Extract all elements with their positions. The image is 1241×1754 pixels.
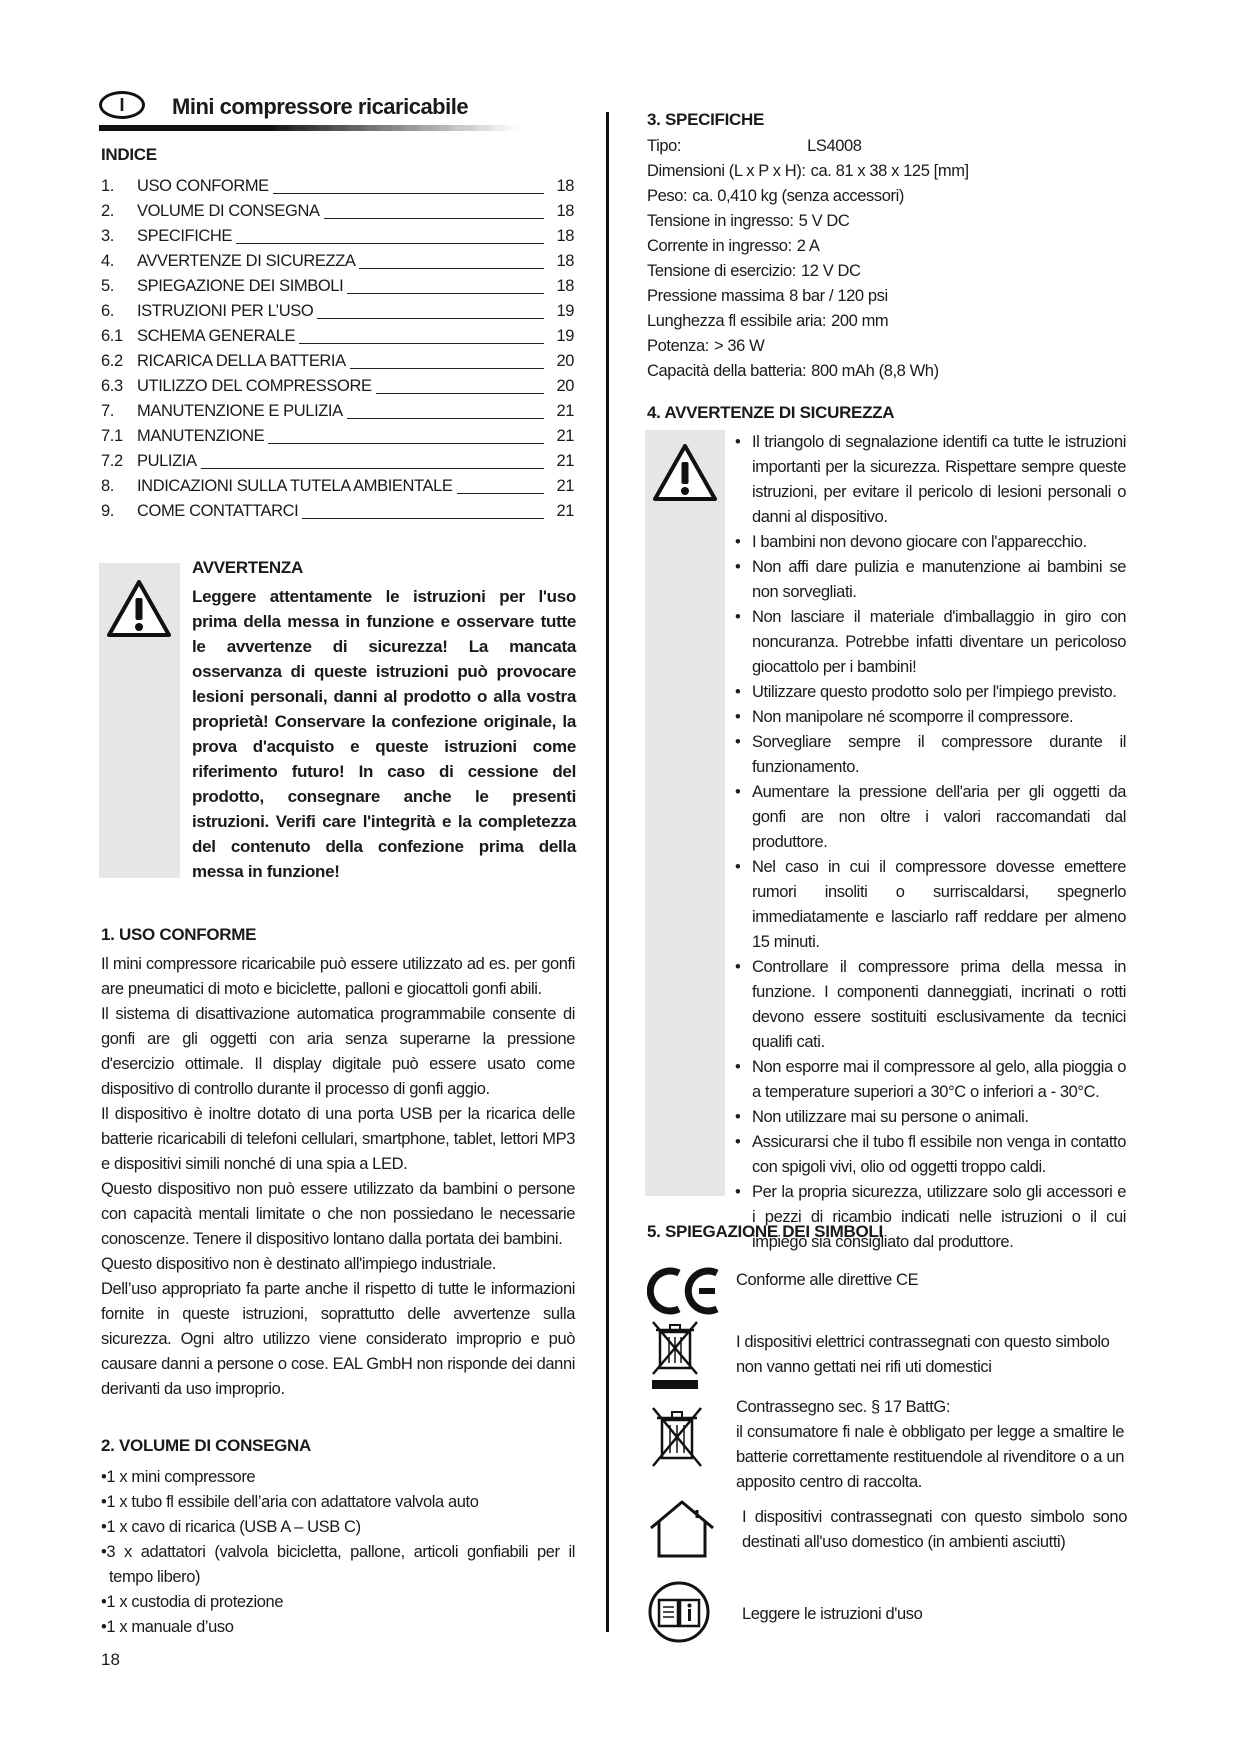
- toc-entry-number: 6.3: [101, 377, 123, 395]
- delivery-contents-list: [101, 1465, 575, 1640]
- toc-entry-page: 18: [556, 177, 574, 195]
- toc-entry: [101, 374, 574, 399]
- toc-entry-number: 6.2: [101, 352, 123, 370]
- warning-text: Leggere attentamente le istruzioni per l'uso prima della messa in funzione e osservare tutte le avvertenze di sicurezza! La mancata osservanza di queste istruzioni può provocare lesioni personali, danni al prodotto o alla vostra proprietà! Conservare la confezione originale, la prova d'acquisto e queste istruzioni come riferimento futuro! In caso di cessione del prodotto, consegnare anche le presenti istruzioni. Verifi care l'integrità e la completezza del contenuto della confezione prima della messa in funzione!: [192, 587, 576, 881]
- toc-entry: [101, 449, 574, 474]
- spec-label: Potenza:: [647, 337, 709, 355]
- toc-entry-label: SPIEGAZIONE DEI SIMBOLI: [137, 274, 347, 299]
- spec-row: [647, 159, 1107, 184]
- spec-label: Pressione massima: [647, 287, 785, 305]
- toc-entry-label: INDICAZIONI SULLA TUTELA AMBIENTALE: [137, 474, 457, 499]
- list-item: • 1 x mini compressore: [101, 1465, 575, 1490]
- toc-entry-page: 18: [556, 227, 574, 245]
- list-item: • Sorvegliare sempre il compressore durante il funzionamento.: [734, 730, 1126, 780]
- list-item: • 1 x manuale d’uso: [101, 1615, 575, 1640]
- toc-entry: [101, 399, 574, 424]
- toc-entry-number: 6.: [101, 302, 114, 320]
- paragraph: Questo dispositivo non è destinato all'impiego industriale.: [101, 1255, 497, 1273]
- list-item: • Il triangolo di segnalazione identifi ca tutte le istruzioni importanti per la sicurezza. Rispettare sempre queste istruzioni, per evitare il pericolo di lesioni personali o danni al dispositivo.: [734, 430, 1126, 530]
- list-item: • Utilizzare questo prodotto solo per l'impiego previsto.: [734, 680, 1126, 705]
- section-uso-conforme-body: [101, 952, 575, 1402]
- spec-row: [647, 334, 1107, 359]
- toc-entry-page: 21: [556, 452, 574, 470]
- spec-row: [647, 259, 1107, 284]
- spec-row: [647, 134, 1107, 159]
- toc-entry-page: 18: [556, 252, 574, 270]
- spec-label: Dimensioni (L x P x H):: [647, 162, 806, 180]
- toc-entry-page: 20: [556, 352, 574, 370]
- toc-entry-label: SPECIFICHE: [137, 224, 236, 249]
- toc-entry-page: 19: [556, 327, 574, 345]
- toc-entry: [101, 249, 574, 274]
- spec-value: ca. 0,410 kg (senza accessori): [692, 187, 904, 205]
- toc-entry-label: AVVERTENZE DI SICUREZZA: [137, 249, 359, 274]
- spec-label: Tensione in ingresso:: [647, 212, 794, 230]
- list-item: • Assicurarsi che il tubo fl essibile non venga in contatto con spigoli vivi, olio od oggetti troppo caldi.: [734, 1130, 1126, 1180]
- list-item: • I bambini non devono giocare con l'apparecchio.: [734, 530, 1126, 555]
- toc-entry-page: 19: [556, 302, 574, 320]
- language-badge-label: I: [119, 95, 125, 115]
- spec-value: 800 mAh (8,8 Wh): [811, 362, 939, 380]
- list-item: • 1 x cavo di ricarica (USB A – USB C): [101, 1515, 575, 1540]
- paragraph: Il sistema di disattivazione automatica programmabile consente di gonfi are gli oggetti con aria senza superarne la pressione d'esercizio ottimale. Il display digitale può essere usato come dispositivo di controllo durante il processo di gonfi aggio.: [101, 1005, 575, 1098]
- list-item: • Aumentare la pressione dell'aria per gli oggetti da gonfi are non oltre i valori raccomandati dal produttore.: [734, 780, 1126, 855]
- symbol-text-ce: Conforme alle direttive CE: [736, 1271, 919, 1289]
- toc-entry: [101, 174, 574, 199]
- spec-label: Corrente in ingresso:: [647, 237, 792, 255]
- warning-triangle-icon: [652, 442, 718, 502]
- toc-entry-number: 7.1: [101, 427, 123, 445]
- spec-row: [647, 359, 1107, 384]
- toc-entry: [101, 274, 574, 299]
- spec-value: 12 V DC: [800, 262, 861, 280]
- toc-entry-page: 21: [556, 402, 574, 420]
- toc-entry-label: RICARICA DELLA BATTERIA: [137, 349, 350, 374]
- weee-bin-icon: [647, 1318, 703, 1390]
- toc-entry-label: PULIZIA: [137, 449, 201, 474]
- toc-entry: [101, 324, 574, 349]
- list-item: • Controllare il compressore prima della messa in funzione. I componenti danneggiati, incrinati o rotti devono essere sostituiti esclusivamente da tecnici qualifi cati.: [734, 955, 1126, 1055]
- spec-row: [647, 184, 1107, 209]
- spec-label: Peso:: [647, 187, 688, 205]
- section-avvertenze-title: 4. AVVERTENZE DI SICUREZZA: [647, 403, 895, 422]
- paragraph: Il dispositivo è inoltre dotato di una porta USB per la ricarica delle batterie ricaricabili di telefoni cellulari, smartphone, tablet, lettori MP3 e dispositivi simili nonché di una spia a LED.: [101, 1105, 575, 1173]
- page-number: 18: [101, 1650, 120, 1669]
- table-of-contents: [101, 174, 574, 524]
- symbol-text-weee: I dispositivi elettrici contrassegnati con questo simbolo non vanno gettati nei rifi uti domestici: [736, 1333, 1110, 1376]
- spec-value: > 36 W: [713, 337, 765, 355]
- list-item: • Non lasciare il materiale d'imballaggio in giro con noncuranza. Potrebbe infatti diventare un pericoloso giocattolo per i bambini!: [734, 605, 1126, 680]
- spec-row: [647, 309, 1107, 334]
- list-item: • Non esporre mai il compressore al gelo, alla pioggia o a temperature superiori a 30°C o inferiori a - 30°C.: [734, 1055, 1126, 1105]
- toc-entry-number: 3.: [101, 227, 114, 245]
- symbol-text-manual: Leggere le istruzioni d'uso: [742, 1605, 923, 1623]
- toc-entry: [101, 299, 574, 324]
- toc-entry-number: 6.1: [101, 327, 123, 345]
- toc-entry-page: 20: [556, 377, 574, 395]
- indoor-house-icon: [647, 1498, 717, 1560]
- toc-entry-label: MANUTENZIONE E PULIZIA: [137, 399, 347, 424]
- toc-entry-number: 4.: [101, 252, 114, 270]
- paragraph: Dell’uso appropriato fa parte anche il rispetto di tutte le informazioni fornite in queste istruzioni, soprattutto delle avvertenze sulla sicurezza. Ogni altro utilizzo viene considerato improprio e può causare danni a persone o cose. EAL GmbH non risponde dei danni derivanti da uso improprio.: [101, 1280, 575, 1398]
- toc-entry-page: 21: [556, 502, 574, 520]
- toc-entry-label: USO CONFORME: [137, 174, 273, 199]
- section-simboli-title: 5. SPIEGAZIONE DEI SIMBOLI: [647, 1222, 883, 1241]
- toc-entry: [101, 499, 574, 524]
- safety-sidebar: [645, 430, 725, 1196]
- ce-mark-icon: [647, 1265, 723, 1317]
- document-title: Mini compressore ricaricabile: [172, 94, 469, 119]
- paragraph: Questo dispositivo non può essere utilizzato da bambini o persone con capacità mentali limitate o che non possiedano le necessarie conoscenze. Tenere il dispositivo lontano dalla portata dei bambini.: [101, 1180, 575, 1248]
- toc-entry-page: 18: [556, 202, 574, 220]
- read-manual-icon: [647, 1580, 711, 1644]
- toc-entry-page: 18: [556, 277, 574, 295]
- toc-entry: [101, 424, 574, 449]
- toc-entry-label: COME CONTATTARCI: [137, 499, 302, 524]
- toc-entry-number: 7.: [101, 402, 114, 420]
- list-item: • Non utilizzare mai su persone o animali.: [734, 1105, 1126, 1130]
- symbol-text-battery: [736, 1395, 1124, 1495]
- symbol-text-indoor: I dispositivi contrassegnati con questo simbolo sono destinati all'uso domestico (in ambienti asciutti): [742, 1508, 1127, 1551]
- toc-entry-label: SCHEMA GENERALE: [137, 324, 299, 349]
- toc-entry-label: VOLUME DI CONSEGNA: [137, 199, 324, 224]
- spec-value: 5 V DC: [798, 212, 850, 230]
- toc-entry-number: 2.: [101, 202, 114, 220]
- section-uso-conforme-title: 1. USO CONFORME: [101, 925, 257, 944]
- toc-entry-page: 21: [556, 477, 574, 495]
- spec-value: 8 bar / 120 psi: [789, 287, 888, 305]
- toc-entry: [101, 224, 574, 249]
- toc-entry-number: 7.2: [101, 452, 123, 470]
- column-divider: [606, 112, 609, 1632]
- toc-entry-label: ISTRUZIONI PER L’USO: [137, 299, 317, 324]
- toc-entry-number: 5.: [101, 277, 114, 295]
- battery-bin-icon: [647, 1402, 707, 1472]
- toc-entry-number: 8.: [101, 477, 114, 495]
- spec-row: [647, 209, 1107, 234]
- list-item: • 1 x custodia di protezione: [101, 1590, 575, 1615]
- list-item: • Non manipolare né scomporre il compressore.: [734, 705, 1126, 730]
- toc-entry-label: MANUTENZIONE: [137, 424, 268, 449]
- section-volume-consegna-title: 2. VOLUME DI CONSEGNA: [101, 1436, 312, 1455]
- toc-entry-number: 1.: [101, 177, 114, 195]
- spec-label: Lunghezza fl essibile aria:: [647, 312, 827, 330]
- language-badge: [99, 91, 145, 119]
- toc-entry-page: 21: [556, 427, 574, 445]
- section-specifiche-title: 3. SPECIFICHE: [647, 110, 765, 129]
- symbol-body-battery: il consumatore fi nale è obbligato per legge a smaltire le batterie correttamente restituendole al rivenditore o a un apposito centro di raccolta.: [736, 1423, 1124, 1491]
- spec-label: Tensione di esercizio:: [647, 262, 796, 280]
- spec-label: Capacità della batteria:: [647, 362, 807, 380]
- toc-entry-number: 9.: [101, 502, 114, 520]
- warning-triangle-icon: [106, 578, 172, 638]
- spec-value: 200 mm: [831, 312, 889, 330]
- specifications-list: [647, 134, 1107, 384]
- toc-entry: [101, 474, 574, 499]
- title-underline: [99, 125, 519, 131]
- toc-entry: [101, 199, 574, 224]
- symbol-heading-battery: Contrassegno sec. § 17 BattG:: [736, 1398, 951, 1416]
- list-item: • Non affi dare pulizia e manutenzione ai bambini se non sorvegliati.: [734, 555, 1126, 605]
- spec-value: ca. 81 x 38 x 125 [mm]: [810, 162, 969, 180]
- toc-entry-label: UTILIZZO DEL COMPRESSORE: [137, 374, 376, 399]
- warning-title: AVVERTENZA: [192, 558, 303, 577]
- spec-value: 2 A: [796, 237, 820, 255]
- spec-row: [647, 234, 1107, 259]
- list-item: • 1 x tubo fl essibile dell’aria con adattatore valvola auto: [101, 1490, 575, 1515]
- list-item: • 3 x adattatori (valvola bicicletta, pallone, articoli gonfiabili per il tempo libero): [101, 1540, 575, 1590]
- list-item: • Nel caso in cui il compressore dovesse emettere rumori insoliti o surriscaldarsi, spegnerlo immediatamente e lasciarlo raff reddare per almeno 15 minuti.: [734, 855, 1126, 955]
- spec-label: Tipo:: [647, 137, 682, 155]
- toc-entry: [101, 349, 574, 374]
- spec-value: LS4008: [807, 137, 862, 155]
- spec-row: [647, 284, 1107, 309]
- safety-warnings-list: [734, 430, 1126, 1255]
- paragraph: Il mini compressore ricaricabile può essere utilizzato ad es. per gonfi are pneumatici di moto e biciclette, palloni e giocattoli gonfi abili.: [101, 955, 575, 998]
- index-title: INDICE: [101, 145, 157, 164]
- list-item: • Per la propria sicurezza, utilizzare solo gli accessori e i pezzi di ricambio indicati nelle istruzioni o il cui impiego sia consigliato dal produttore.: [734, 1180, 1126, 1255]
